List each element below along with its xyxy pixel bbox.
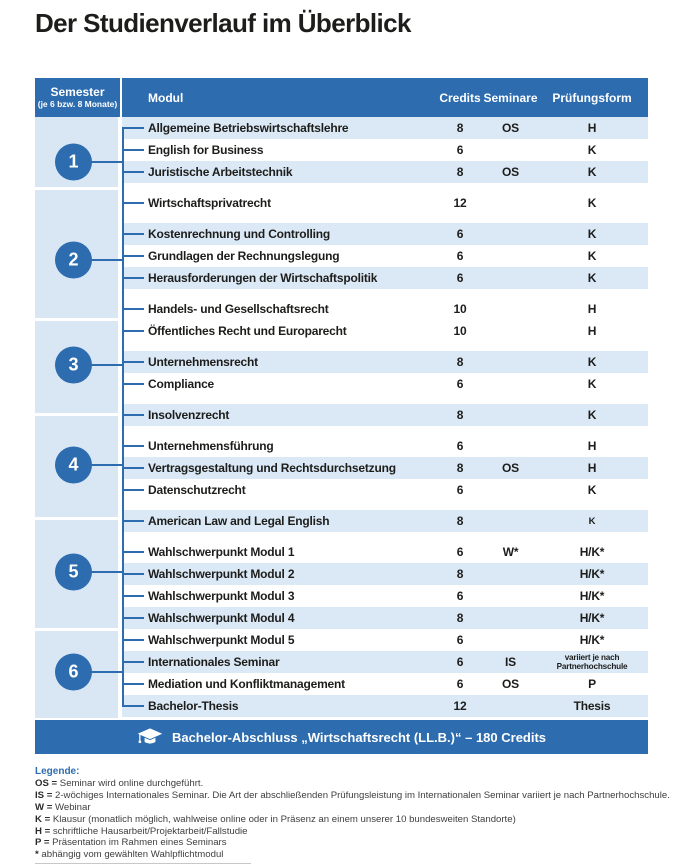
credits-cell: 6 (456, 377, 464, 391)
pruefungsform-cell: H/K* (579, 611, 605, 625)
pruefungsform-cell: K (587, 196, 597, 210)
module-name-cell: Datenschutzrecht (148, 483, 246, 497)
module-name-cell: Mediation und Konfliktmanagement (148, 677, 345, 691)
credits-cell: 10 (453, 302, 467, 316)
module-name-cell: Herausforderungen der Wirtschaftspolitik (148, 271, 378, 285)
row-connector (122, 255, 144, 257)
seminare-cell: W* (502, 545, 519, 559)
table-row (122, 298, 648, 320)
table-row (122, 457, 648, 479)
bottom-rule (35, 863, 251, 864)
table-row (122, 139, 648, 161)
table-row (122, 223, 648, 245)
module-name-cell: Unternehmensführung (148, 439, 274, 453)
module-name-cell: English for Business (148, 143, 264, 157)
row-block (122, 117, 648, 183)
module-name-cell: Vertragsgestaltung und Rechtsdurchsetzung (148, 461, 396, 475)
legend-item: IS = 2-wöchiges Internationales Seminar. Die Art der abschließenden Prüfungsleistung im Internationalen Seminar variiert je nach Partnerhochschule. (35, 789, 670, 801)
circle-connector (90, 671, 123, 673)
study-plan-table (35, 78, 648, 754)
pruefungsform-cell: H (587, 324, 597, 338)
credits-cell: 6 (456, 439, 464, 453)
table-row (122, 607, 648, 629)
credits-cell: 12 (453, 196, 467, 210)
header-semester (35, 78, 122, 117)
pruefungsform-cell: P (588, 677, 596, 691)
module-name-cell: Insolvenzrecht (148, 408, 230, 422)
credits-cell: 10 (453, 324, 467, 338)
credits-cell: 12 (453, 699, 467, 713)
credits-cell: 8 (456, 461, 464, 475)
legend-item: P = Präsentation im Rahmen eines Seminars (35, 837, 227, 849)
pruefungsform-cell: K (587, 408, 597, 422)
module-name-cell: Wahlschwerpunkt Modul 2 (148, 567, 295, 581)
semester-circle: 5 (55, 554, 92, 591)
module-name-cell: Öffentliches Recht und Europarecht (148, 324, 347, 338)
credits-cell: 6 (456, 271, 464, 285)
header-seminare: Seminare (483, 90, 538, 105)
seminare-cell: OS (502, 165, 519, 179)
pruefungsform-cell: K (587, 227, 597, 241)
row-connector (122, 330, 144, 332)
semester-circle: 1 (55, 144, 92, 181)
pruefungsform-cell: K (587, 271, 597, 285)
semester-circle: 2 (55, 242, 92, 279)
circle-connector (90, 161, 123, 163)
circle-connector (90, 259, 123, 261)
pruefungsform-cell: K (587, 165, 597, 179)
row-connector (122, 467, 144, 469)
semester-circle: 4 (55, 447, 92, 484)
row-connector (122, 383, 144, 385)
degree-footer-bar (35, 720, 648, 754)
module-name-cell: Wahlschwerpunkt Modul 3 (148, 589, 295, 603)
module-name-cell: Internationales Seminar (148, 655, 280, 669)
row-connector (122, 233, 144, 235)
page-title: Der Studienverlauf im Überblick (35, 8, 411, 38)
credits-cell: 6 (456, 249, 464, 263)
module-name-cell: Wahlschwerpunkt Modul 4 (148, 611, 295, 625)
row-block (122, 192, 648, 214)
row-block (122, 435, 648, 501)
pruefungsform-cell: H/K* (579, 633, 605, 647)
table-row (122, 695, 648, 717)
table-header (35, 78, 648, 117)
pruefungsform-cell: K (587, 249, 597, 263)
table-row (122, 404, 648, 426)
credits-cell: 8 (456, 611, 464, 625)
credits-cell: 6 (456, 227, 464, 241)
module-name-cell: Wahlschwerpunkt Modul 5 (148, 633, 295, 647)
legend-item: OS = Seminar wird online durchgeführt. (35, 777, 204, 789)
header-pruefungsform: Prüfungsform (552, 90, 632, 105)
pruefungsform-cell: H (587, 439, 597, 453)
module-name-cell: Wahlschwerpunkt Modul 1 (148, 545, 295, 559)
semester-circle: 6 (55, 654, 92, 691)
table-row (122, 629, 648, 651)
seminare-cell: OS (502, 677, 519, 691)
row-block (122, 223, 648, 289)
credits-cell: 8 (456, 567, 464, 581)
module-rows (122, 117, 648, 717)
pruefungsform-cell: Thesis (573, 699, 611, 713)
credits-cell: 8 (456, 408, 464, 422)
seminare-cell: OS (502, 121, 519, 135)
row-block (122, 510, 648, 532)
legend-item: H = schriftliche Hausarbeit/Projektarbeit/Fallstudie (35, 825, 248, 837)
credits-cell: 6 (456, 143, 464, 157)
table-row (122, 541, 648, 563)
pruefungsform-cell: H/K* (579, 545, 605, 559)
connector-line (122, 128, 124, 706)
legend (35, 766, 670, 861)
table-row (122, 267, 648, 289)
table-row (122, 117, 648, 139)
table-row (122, 651, 648, 673)
row-connector (122, 414, 144, 416)
table-row (122, 161, 648, 183)
credits-cell: 8 (456, 121, 464, 135)
module-name-cell: Allgemeine Betriebswirtschaftslehre (148, 121, 349, 135)
semester-rail (35, 117, 118, 718)
row-connector (122, 127, 144, 129)
row-block (122, 404, 648, 426)
pruefungsform-cell: H (587, 461, 597, 475)
row-connector (122, 661, 144, 663)
credits-cell: 6 (456, 655, 464, 669)
pruefungsform-cell: K (587, 377, 597, 391)
row-connector (122, 171, 144, 173)
row-connector (122, 520, 144, 522)
row-block (122, 541, 648, 717)
legend-title: Legende: (35, 766, 80, 777)
table-row (122, 510, 648, 532)
row-connector (122, 445, 144, 447)
module-name-cell: Bachelor-Thesis (148, 699, 239, 713)
table-row (122, 673, 648, 695)
table-row (122, 351, 648, 373)
header-semester-label: Semester (50, 84, 105, 99)
credits-cell: 6 (456, 545, 464, 559)
table-row (122, 585, 648, 607)
credits-cell: 6 (456, 633, 464, 647)
header-credits: Credits (439, 90, 481, 105)
pruefungsform-cell: K (587, 143, 597, 157)
legend-item: * abhängig vom gewählten Wahlpflichtmodul (35, 849, 224, 861)
credits-cell: 8 (456, 514, 464, 528)
row-connector (122, 573, 144, 575)
row-connector (122, 149, 144, 151)
pruefungsform-cell: H (587, 121, 597, 135)
row-connector (122, 551, 144, 553)
credits-cell: 6 (456, 483, 464, 497)
pruefungsform-cell: variiert je nach Partnerhochschule (556, 652, 628, 671)
header-semester-sub: (je 6 bzw. 8 Monate) (37, 98, 118, 109)
credits-cell: 6 (456, 589, 464, 603)
pruefungsform-cell: H/K* (579, 567, 605, 581)
seminare-cell: OS (502, 461, 519, 475)
table-row (122, 563, 648, 585)
circle-connector (90, 364, 123, 366)
credits-cell: 8 (456, 165, 464, 179)
circle-connector (90, 464, 123, 466)
module-name-cell: Wirtschaftsprivatrecht (148, 196, 271, 210)
row-connector (122, 683, 144, 685)
pruefungsform-cell: K (587, 355, 597, 369)
legend-item: W = Webinar (35, 801, 91, 813)
row-block (122, 351, 648, 395)
pruefungsform-cell: K (587, 483, 597, 497)
credits-cell: 8 (456, 355, 464, 369)
module-name-cell: Unternehmensrecht (148, 355, 258, 369)
pruefungsform-cell: K (588, 515, 596, 527)
table-row (122, 245, 648, 267)
degree-text: Bachelor-Abschluss „Wirtschaftsrecht (LL.B.)“ – 180 Credits (171, 729, 547, 745)
module-name-cell: Grundlagen der Rechnungslegung (148, 249, 340, 263)
graduation-cap-icon (137, 727, 163, 747)
table-row (122, 373, 648, 395)
row-connector (122, 705, 144, 707)
pruefungsform-cell: H (587, 302, 597, 316)
pruefungsform-cell: H/K* (579, 589, 605, 603)
row-block (122, 298, 648, 342)
legend-item: K = Klausur (monatlich möglich, wahlweise online oder in Präsenz an einem unserer 10 bundesweiten Standorte) (35, 813, 516, 825)
row-connector (122, 202, 144, 204)
seminare-cell: IS (505, 655, 516, 669)
row-connector (122, 361, 144, 363)
row-connector (122, 489, 144, 491)
header-modul: Modul (148, 90, 184, 105)
table-body (35, 117, 648, 718)
row-connector (122, 308, 144, 310)
row-connector (122, 639, 144, 641)
row-connector (122, 617, 144, 619)
credits-cell: 6 (456, 677, 464, 691)
table-row (122, 435, 648, 457)
row-connector (122, 277, 144, 279)
semester-circle: 3 (55, 347, 92, 384)
module-name-cell: Kostenrechnung und Controlling (148, 227, 330, 241)
module-name-cell: American Law and Legal English (148, 514, 330, 528)
module-name-cell: Juristische Arbeitstechnik (148, 165, 293, 179)
table-row (122, 320, 648, 342)
table-row (122, 479, 648, 501)
circle-connector (90, 571, 123, 573)
row-connector (122, 595, 144, 597)
module-name-cell: Compliance (148, 377, 215, 391)
module-name-cell: Handels- und Gesellschaftsrecht (148, 302, 329, 316)
table-row (122, 192, 648, 214)
